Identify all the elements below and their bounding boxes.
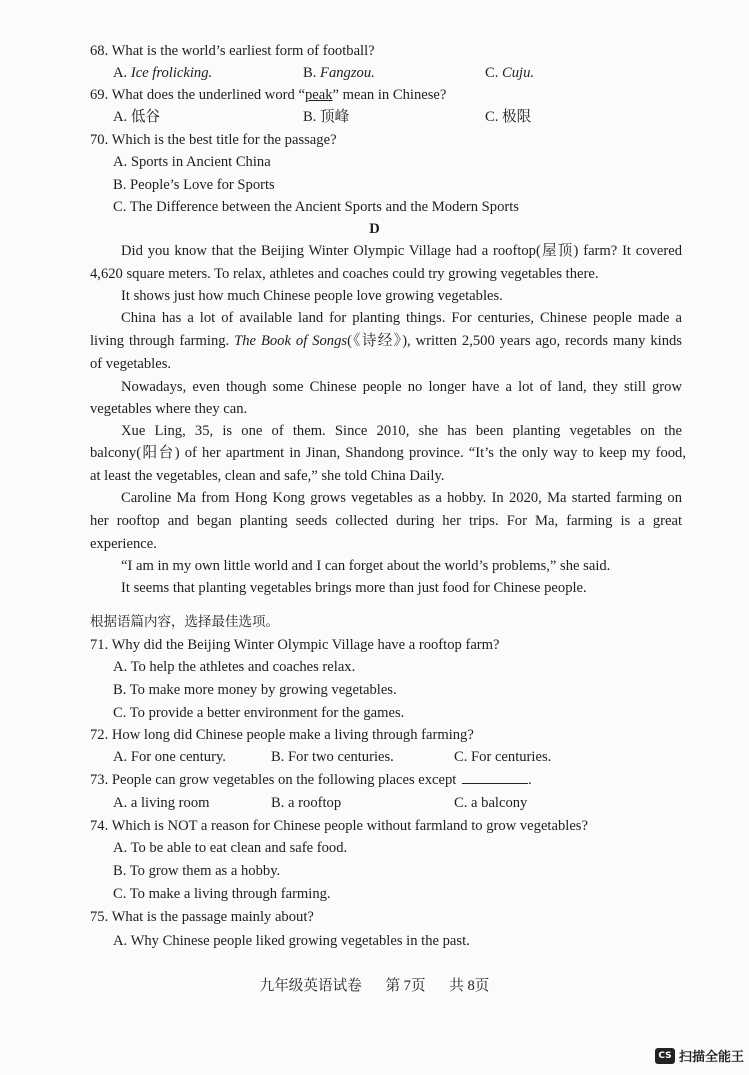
q71-option-b: B. To make more money by growing vegetables. bbox=[113, 682, 397, 698]
q75-option-a: A. Why Chinese people liked growing vegetables in the past. bbox=[113, 933, 470, 949]
passage-p1-line2: 4,620 square meters. To relax, athletes and coaches could try growing vegetables there. bbox=[90, 266, 599, 282]
passage-p7: “I am in my own little world and I can forget about the world’s problems,” she said. bbox=[121, 558, 611, 574]
q68-option-b: B. Fangzou. bbox=[303, 65, 375, 81]
q70-option-c: C. The Difference between the Ancient Sports and the Modern Sports bbox=[113, 199, 519, 215]
q70-stem: 70. Which is the best title for the passage? bbox=[90, 132, 337, 148]
passage-p3-line3: of vegetables. bbox=[90, 356, 172, 372]
scanner-watermark bbox=[655, 1046, 744, 1065]
passage-p2: It shows just how much Chinese people love growing vegetables. bbox=[121, 288, 503, 304]
q74-option-b: B. To grow them as a hobby. bbox=[113, 863, 281, 879]
q74-stem: 74. Which is NOT a reason for Chinese people without farmland to grow vegetables? bbox=[90, 818, 588, 834]
q70-option-a: A. Sports in Ancient China bbox=[113, 154, 271, 170]
cs-logo-icon: CS bbox=[655, 1048, 675, 1064]
passage-p5-line3: at least the vegetables, clean and safe,” she told China Daily. bbox=[90, 468, 445, 484]
passage-p4-line1: Nowadays, even though some Chinese people no longer have a lot of land, they still grow bbox=[121, 379, 682, 395]
q71-option-c: C. To provide a better environment for the games. bbox=[113, 705, 405, 721]
q68-option-c: C. Cuju. bbox=[485, 65, 535, 81]
q69-stem: 69. What does the underlined word “peak” mean in Chinese? bbox=[90, 87, 447, 103]
footer-exam-title: 九年级英语试卷 bbox=[259, 978, 362, 994]
scanner-brand-name: 扫描全能王 bbox=[679, 1050, 745, 1065]
q69-option-c: C. 极限 bbox=[485, 109, 532, 125]
instruction: 根据语篇内容，选择最佳选项。 bbox=[90, 614, 279, 630]
q73-option-b: B. a rooftop bbox=[271, 795, 342, 811]
q73-option-c: C. a balcony bbox=[454, 795, 528, 811]
q72-option-b: B. For two centuries. bbox=[271, 749, 394, 765]
q69-option-a: A. 低谷 bbox=[113, 109, 161, 125]
q72-stem: 72. How long did Chinese people make a living through farming? bbox=[90, 727, 474, 743]
q69-option-b: B. 顶峰 bbox=[303, 109, 350, 125]
passage-p1-line1: Did you know that the Beijing Winter Olympic Village had a rooftop(屋顶) farm? It covered bbox=[121, 243, 682, 259]
passage-p6-line2: her rooftop and began planting seeds collected during her trips. For Ma, farming is a great bbox=[90, 513, 682, 529]
q68-option-a: A. Ice frolicking. bbox=[113, 65, 213, 81]
footer-page-number: 第 7页 bbox=[385, 978, 426, 994]
q72-option-c: C. For centuries. bbox=[454, 749, 552, 765]
q74-option-a: A. To be able to eat clean and safe food. bbox=[113, 840, 348, 856]
passage-p6-line1: Caroline Ma from Hong Kong grows vegetables as a hobby. In 2020, Ma started farming on bbox=[121, 490, 682, 506]
section-heading: D bbox=[369, 221, 380, 237]
q73-stem: 73. People can grow vegetables on the following places except . bbox=[90, 772, 532, 788]
footer-total-pages: 共 8页 bbox=[449, 978, 490, 994]
passage-p3-line2: living through farming. The Book of Songs(《诗经》), written 2,500 years ago, records many kinds bbox=[90, 333, 682, 349]
q71-option-a: A. To help the athletes and coaches relax. bbox=[113, 659, 356, 675]
q74-option-c: C. To make a living through farming. bbox=[113, 886, 331, 902]
q73-option-a: A. a living room bbox=[113, 795, 210, 811]
q75-stem: 75. What is the passage mainly about? bbox=[90, 909, 314, 925]
passage-p6-line3: experience. bbox=[90, 536, 157, 552]
q73-blank bbox=[462, 770, 528, 784]
passage-p8: It seems that planting vegetables brings more than just food for Chinese people. bbox=[121, 580, 587, 596]
q70-option-b: B. People’s Love for Sports bbox=[113, 177, 275, 193]
q68-stem: 68. What is the world’s earliest form of football? bbox=[90, 43, 375, 59]
passage-p5-line1: Xue Ling, 35, is one of them. Since 2010, she has been planting vegetables on the bbox=[121, 423, 682, 439]
passage-p4-line2: vegetables where they can. bbox=[90, 401, 248, 417]
page-footer bbox=[0, 974, 749, 995]
q71-stem: 71. Why did the Beijing Winter Olympic Village have a rooftop farm? bbox=[90, 637, 500, 653]
passage-p5-line2: balcony(阳台) of her apartment in Jinan, Shandong province. “It’s the only way to keep my food, bbox=[90, 445, 686, 461]
q72-option-a: A. For one century. bbox=[113, 749, 226, 765]
passage-p3-line1: China has a lot of available land for planting things. For centuries, Chinese people made a bbox=[121, 310, 682, 326]
